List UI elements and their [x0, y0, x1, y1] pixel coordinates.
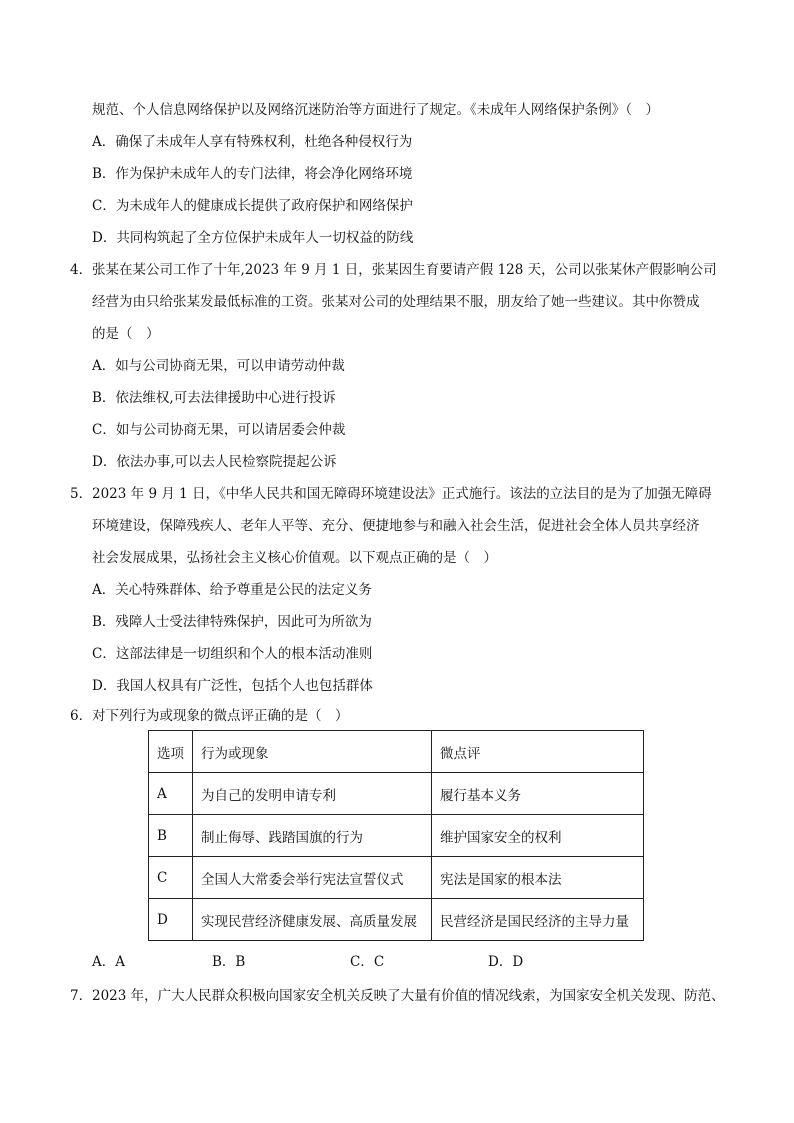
table-cell: C [149, 857, 193, 899]
q5-option-a: A．关心特殊群体、给予尊重是公民的法定义务 [92, 582, 372, 598]
table-cell: 履行基本义务 [432, 773, 644, 815]
q3-option-c: C．为未成年人的健康成长提供了政府保护和网络保护 [92, 198, 413, 214]
q6-answer-d: D．D [488, 954, 524, 970]
table-cell: A [149, 773, 193, 815]
table-cell: 民营经济是国民经济的主导力量 [432, 899, 644, 941]
q5-option-b: B．残障人士受法律特殊保护，因此可为所欲为 [92, 614, 372, 630]
q5-stem-line-2: 环境建设，保障残疾人、老年人平等、充分、便捷地参与和融入社会生活，促进社会全体人员共享经济 [92, 518, 700, 534]
table-row [149, 857, 644, 899]
q7-number: 7． [70, 988, 93, 1004]
q7-stem: 7．2023 年，广大人民群众积极向国家安全机关反映了大量有价值的情况线索，为国家安全机关发现、防范、 [70, 988, 725, 1004]
q6-answer-c: C．C [350, 954, 385, 970]
table-header-row [149, 731, 644, 773]
q4-option-a: A．如与公司协商无果，可以申请劳动仲裁 [92, 358, 345, 374]
q5-stem-line-1: 5．2023 年 9 月 1 日，《中华人民共和国无障碍环境建设法》正式施行。该法的立法目的是为了加强无障碍 [70, 486, 712, 502]
table-row [149, 899, 644, 941]
table-cell: 实现民营经济健康发展、高质量发展 [193, 899, 432, 941]
table-header-cell: 选项 [149, 731, 193, 773]
q6-answer-a: A．A [92, 954, 125, 970]
q4-number: 4． [70, 262, 93, 278]
table-cell: D [149, 899, 193, 941]
q5-option-d: D．我国人权具有广泛性，包括个人也包括群体 [92, 678, 373, 694]
table-row [149, 815, 644, 857]
table-cell: 全国人大常委会举行宪法宣誓仪式 [193, 857, 432, 899]
q6-number: 6． [70, 708, 93, 724]
q3-option-b: B．作为保护未成年人的专门法律，将会净化网络环境 [92, 166, 413, 182]
q5-stem-line-3: 社会发展成果，弘扬社会主义核心价值观。以下观点正确的是（ ） [92, 550, 497, 566]
table-cell: 制止侮辱、践踏国旗的行为 [193, 815, 432, 857]
q3-stem-tail: 规范、个人信息网络保护以及网络沉迷防治等方面进行了规定。《未成年人网络保护条例》（ ） [92, 102, 659, 118]
q5-option-c: C．这部法律是一切组织和个人的根本活动准则 [92, 646, 373, 662]
q5-number: 5． [70, 486, 93, 502]
table-header-cell: 行为或现象 [193, 731, 432, 773]
q6-answer-b: B．B [212, 954, 246, 970]
q4-stem-line-3: 的是（ ） [92, 326, 160, 342]
q3-option-d: D．共同构筑起了全方位保护未成年人一切权益的防线 [92, 230, 414, 246]
q6-stem: 6．对下列行为或现象的微点评正确的是（ ） [70, 708, 349, 724]
table-cell: 宪法是国家的根本法 [432, 857, 644, 899]
q3-option-a: A．确保了未成年人享有特殊权利，杜绝各种侵权行为 [92, 134, 413, 150]
q4-stem-line-1: 4．张某在某公司工作了十年,2023 年 9 月 1 日，张某因生育要请产假 128 天，公司以张某休产假影响公司 [70, 262, 717, 278]
table-cell: 为自己的发明申请专利 [193, 773, 432, 815]
q6-table [148, 730, 644, 941]
q4-option-c: C．如与公司协商无果，可以请居委会仲裁 [92, 422, 346, 438]
q4-option-d: D．依法办事,可以去人民检察院提起公诉 [92, 454, 337, 470]
q4-stem-line-2: 经营为由只给张某发最低标准的工资。张某对公司的处理结果不服，朋友给了她一些建议。其中你赞成 [92, 294, 700, 310]
q4-option-b: B．依法维权,可去法律援助中心进行投诉 [92, 390, 336, 406]
table-cell: B [149, 815, 193, 857]
table-cell: 维护国家安全的权利 [432, 815, 644, 857]
table-header-cell: 微点评 [432, 731, 644, 773]
table-row [149, 773, 644, 815]
